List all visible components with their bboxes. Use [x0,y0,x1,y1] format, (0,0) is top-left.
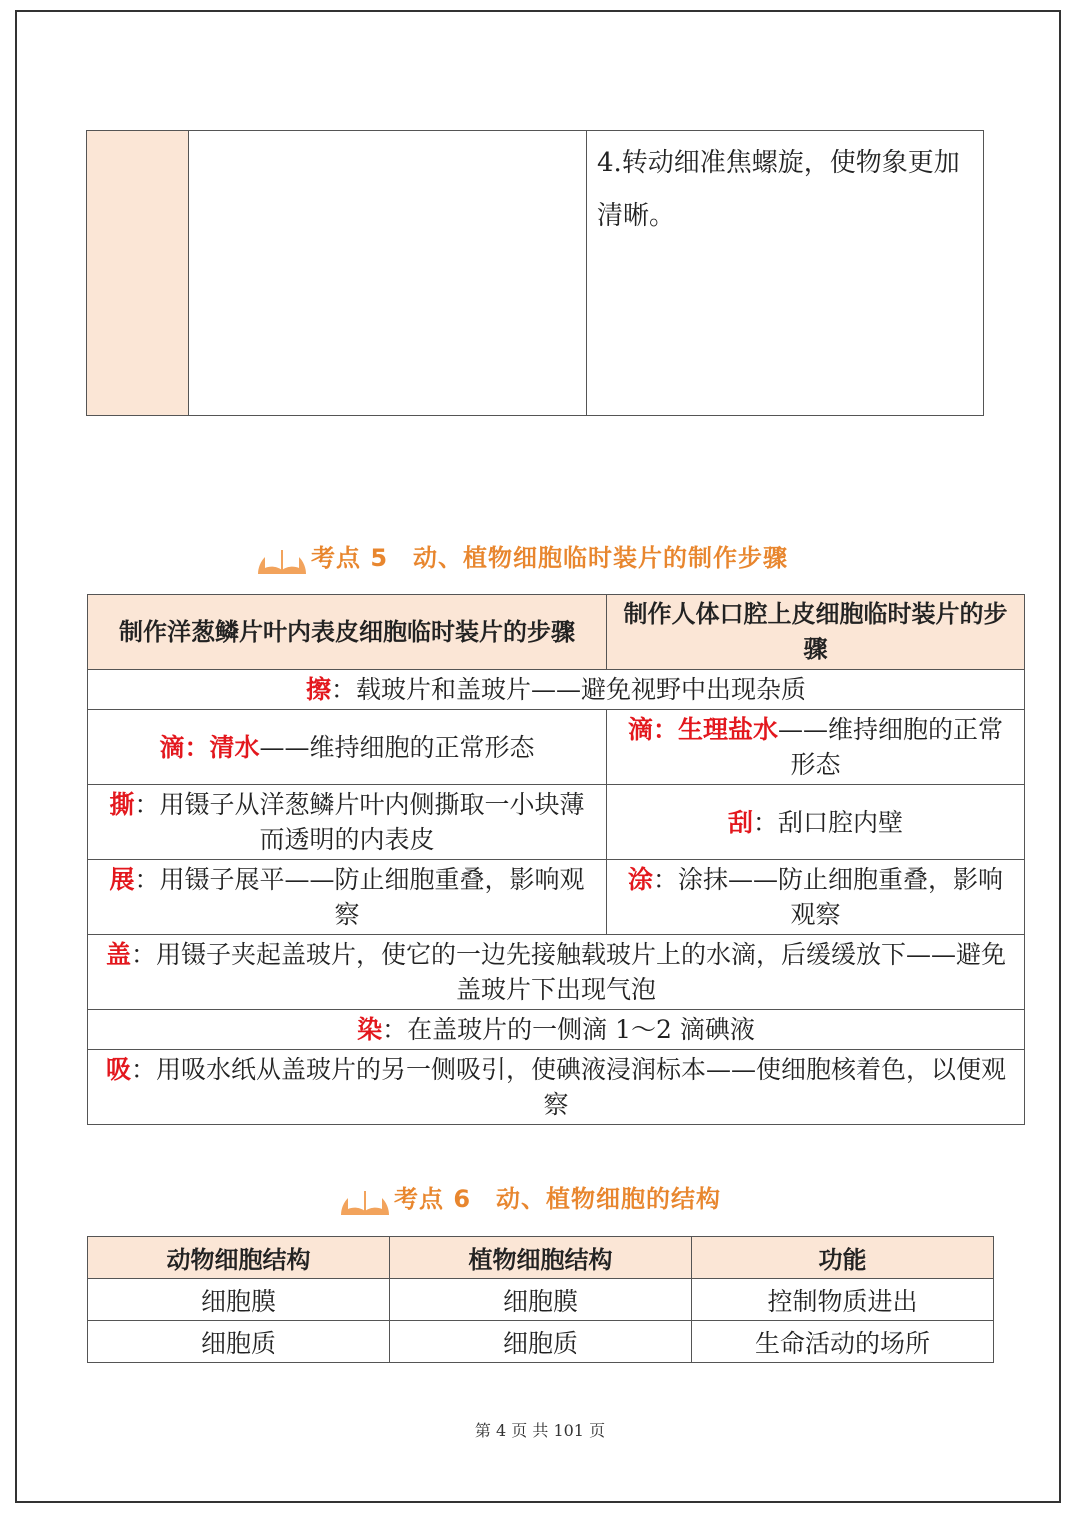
step-keyword: 擦 [305,675,331,704]
header-animal: 动物细胞结构 [88,1237,390,1279]
table-cell-label [87,131,189,416]
step-text: ：用镊子展平——防止细胞重叠，影响观察 [134,865,585,929]
book-icon [338,1175,392,1217]
step-text: ：在盖玻片的一侧滴 1～2 滴碘液 [382,1015,755,1044]
step-ran [88,1010,1025,1050]
step-keyword: 盖 [105,940,131,969]
step-keyword: 撕 [109,790,135,819]
step-keyword: 展 [109,865,135,894]
step-text: ——维持细胞的正常形态 [259,732,535,762]
cell-structure-table [87,1236,994,1363]
steps-table [87,594,1025,1125]
step-zhan [88,860,607,935]
section-heading-6 [338,1175,721,1217]
table-row [88,935,1025,1010]
step-keyword: 涂 [627,865,653,894]
table-row [88,1010,1025,1050]
step-di-left [88,710,607,785]
table-row [88,785,1025,860]
section-title: 考点 6 动、植物细胞的结构 [394,1184,722,1213]
table-row [88,1321,994,1363]
step-tu [607,860,1025,935]
step-keyword: 滴：生理盐水 [627,715,778,744]
table-row [88,860,1025,935]
step-ca [88,670,1025,710]
step-text: ：载玻片和盖玻片——避免视野中出现杂质 [331,675,807,704]
table-row [87,131,984,416]
table-cell: 生命活动的场所 [692,1321,994,1363]
page-number: 第 4 页 共 101 页 [474,1421,606,1440]
step-text: ：用吸水纸从盖玻片的另一侧吸引，使碘液浸润标本——使细胞核着色，以便观察 [131,1055,1007,1119]
previous-section-table [86,130,984,416]
table-cell-empty [189,131,587,416]
header-function: 功能 [692,1237,994,1279]
header-onion: 制作洋葱鳞片叶内表皮细胞临时装片的步骤 [88,595,607,670]
step-xi [88,1050,1025,1125]
table-cell: 控制物质进出 [692,1279,994,1321]
header-plant: 植物细胞结构 [390,1237,692,1279]
header-cheek: 制作人体口腔上皮细胞临时装片的步骤 [607,595,1025,670]
table-cell: 细胞质 [88,1321,390,1363]
table-cell-step: 4.转动细准焦螺旋，使物象更加清晰。 [587,131,984,416]
step-gai [88,935,1025,1010]
step-text: ：用镊子夹起盖玻片，使它的一边先接触载玻片上的水滴，后缓缓放下——避免盖玻片下出现气泡 [131,940,1007,1004]
step-text: ：用镊子从洋葱鳞片叶内侧撕取一小块薄而透明的内表皮 [134,790,585,854]
section-heading-5 [255,534,788,576]
table-cell: 细胞膜 [390,1279,692,1321]
step-text: ——维持细胞的正常形态 [778,715,1004,779]
step-keyword: 吸 [105,1055,131,1084]
table-row [88,1279,994,1321]
book-icon [255,534,309,576]
step-di-right [607,710,1025,785]
table-row [88,670,1025,710]
table-header-row [88,1237,994,1279]
step-keyword: 染 [357,1015,383,1044]
table-row [88,1050,1025,1125]
step-keyword: 滴：清水 [159,732,260,762]
step-keyword: 刮 [727,807,753,837]
section-title: 考点 5 动、植物细胞临时装片的制作步骤 [311,543,789,572]
table-row [88,710,1025,785]
step-si [88,785,607,860]
step-gua [607,785,1025,860]
step-text: ：刮口腔内壁 [753,807,904,837]
step-text: ：涂抹——防止细胞重叠，影响观察 [653,865,1004,929]
table-header-row [88,595,1025,670]
table-cell: 细胞膜 [88,1279,390,1321]
table-cell: 细胞质 [390,1321,692,1363]
